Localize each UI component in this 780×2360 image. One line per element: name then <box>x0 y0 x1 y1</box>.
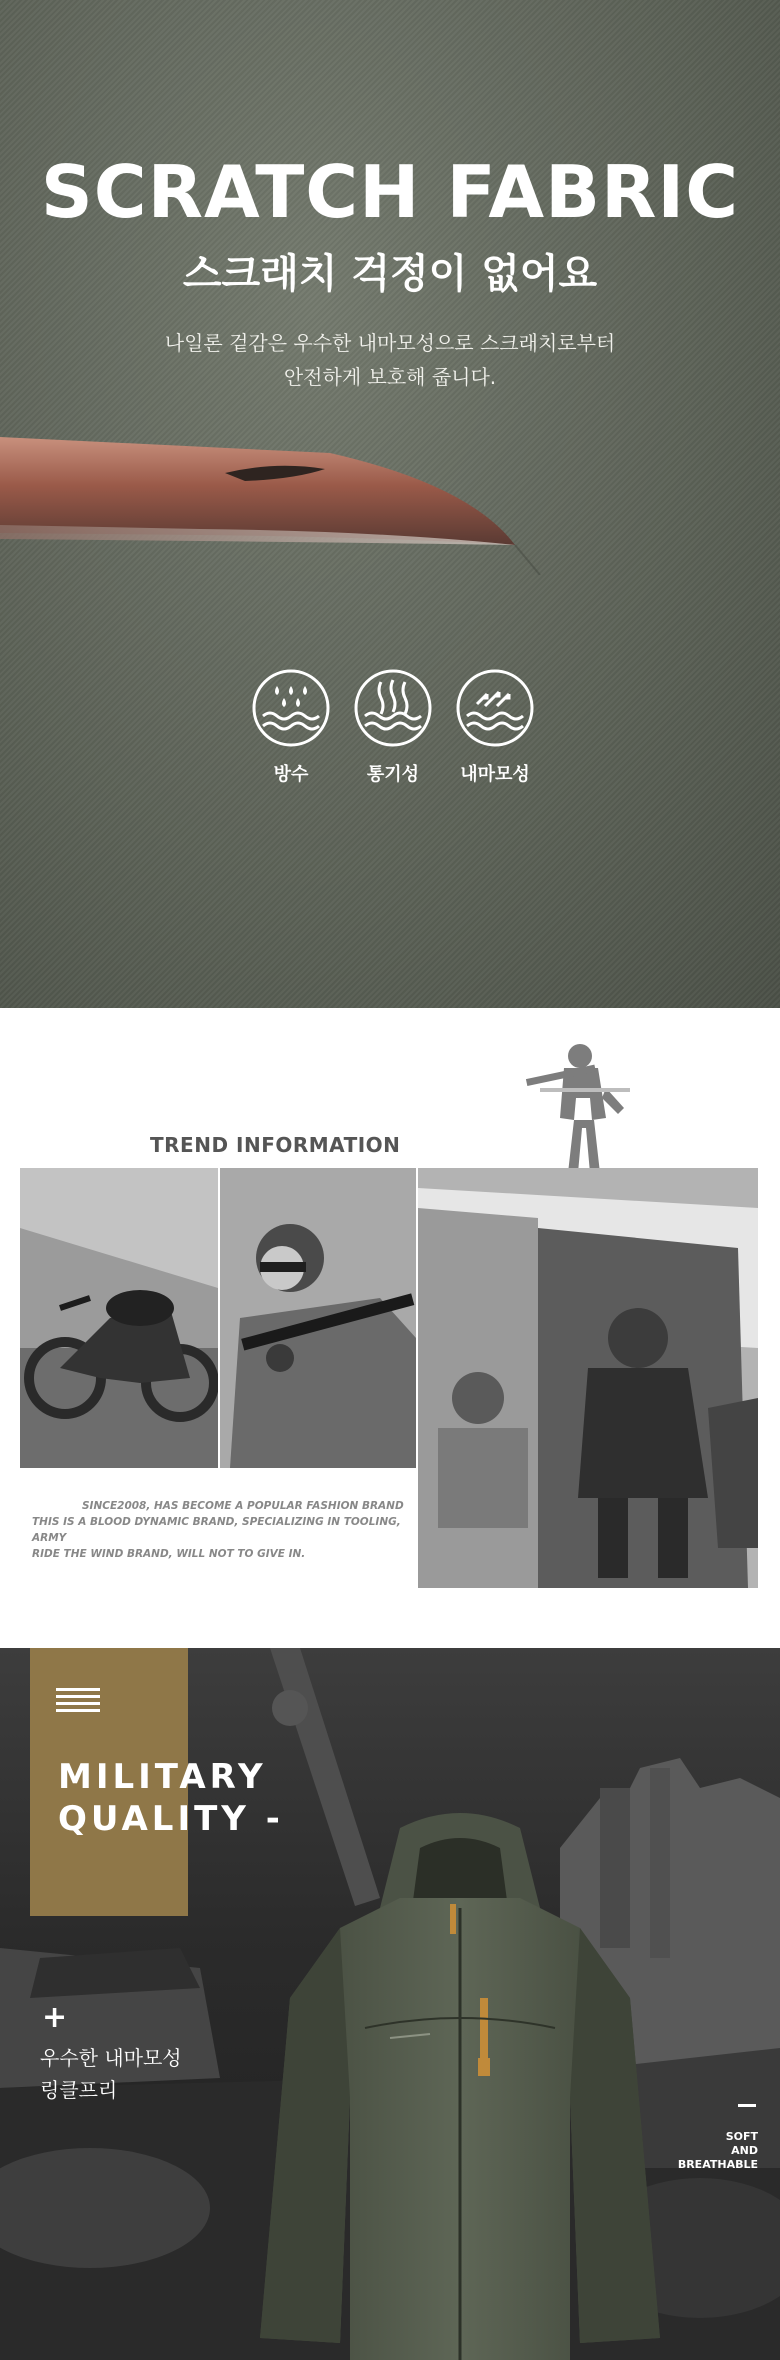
abrasion-icon <box>455 668 535 748</box>
plus-icon: + <box>42 2000 68 2035</box>
soft-line-2: AND <box>731 2144 758 2157</box>
jacket-product-image <box>250 1798 670 2360</box>
scratch-fabric-title: SCRATCH FABRIC <box>40 150 740 234</box>
soldier-silhouette-image <box>520 1028 650 1178</box>
breathable-icon <box>353 668 433 748</box>
feature-label: 내마모성 <box>460 764 530 785</box>
title-line-2: QUALITY - <box>58 1799 284 1839</box>
military-quality-section <box>0 1648 780 2360</box>
waterproof-icon <box>251 668 331 748</box>
feature-icons-row <box>248 668 538 786</box>
feature-abrasion <box>452 668 538 786</box>
knife-blade-illustration <box>0 425 560 575</box>
soft-breathable-text <box>678 2130 758 2172</box>
quality-feature-2: 링클프리 <box>40 2078 118 2102</box>
caption-line-1: SINCE2008, HAS BECOME A POPULAR FASHION BRAND <box>82 1500 404 1512</box>
title-line-1: MILITARY <box>58 1757 267 1797</box>
scratch-fabric-subtitle: 스크래치 걱정이 없어요 <box>182 251 598 297</box>
scratch-fabric-section <box>0 0 780 1008</box>
soft-line-1: SOFT <box>725 2130 758 2143</box>
feature-breathable <box>350 668 436 786</box>
description-line-1: 나일론 겉감은 우수한 내마모성으로 스크래치로부터 <box>164 331 616 355</box>
caption-line-3: RIDE THE WIND BRAND, WILL NOT TO GIVE IN. <box>32 1548 306 1560</box>
soldiers-in-vehicle-photo <box>418 1168 758 1588</box>
caption-line-2: THIS IS A BLOOD DYNAMIC BRAND, SPECIALIZING IN TOOLING, ARMY <box>32 1516 401 1544</box>
feature-label: 방수 <box>273 764 309 785</box>
menu-lines-icon <box>56 1688 100 1712</box>
feature-label: 통기성 <box>366 764 420 785</box>
minus-icon <box>738 2104 756 2107</box>
brand-caption <box>32 1498 412 1562</box>
quality-feature-1: 우수한 내마모성 <box>40 2046 182 2070</box>
scratch-fabric-description <box>0 326 780 394</box>
feature-waterproof <box>248 668 334 786</box>
soldier-with-rifle-photo <box>220 1168 416 1468</box>
quality-features-text <box>40 2042 182 2106</box>
motorcycle-photo <box>20 1168 218 1468</box>
soft-line-3: BREATHABLE <box>677 2158 758 2171</box>
trend-information-section <box>0 1008 780 1648</box>
trend-information-title: TREND INFORMATION <box>150 1133 401 1157</box>
description-line-2: 안전하게 보호해 줍니다. <box>283 365 497 389</box>
